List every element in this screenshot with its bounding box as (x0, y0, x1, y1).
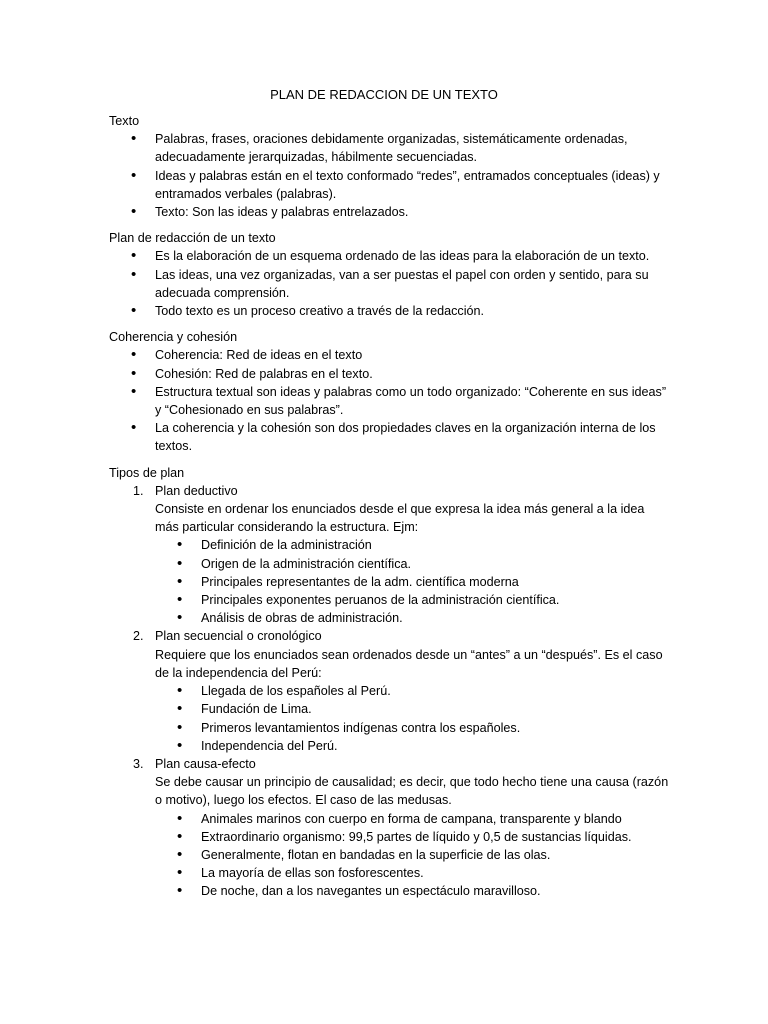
bullet-list (155, 536, 669, 627)
item-number: 3. (133, 756, 144, 771)
bullet-item: • Extraordinario organismo: 99,5 partes de líquido y 0,5 de sustancias líquidas. (155, 828, 669, 846)
bullet-item: • Palabras, frases, oraciones debidamente organizadas, sistemáticamente ordenadas, adecuadamente jerarquizadas, hábilmente secuenciadas. (109, 130, 669, 166)
bullet-list (155, 682, 669, 755)
bullet-item: • Análisis de obras de administración. (155, 609, 669, 627)
bullet-item: • Primeros levantamientos indígenas contra los españoles. (155, 719, 669, 737)
document-body (109, 112, 669, 909)
plan-description: Se debe causar un principio de causalidad; es decir, que todo hecho tiene una causa (razón o motivo), luego los efectos. El caso de las medusas. (155, 775, 669, 808)
section-plan-redaccion (109, 229, 669, 320)
section-heading: Coherencia y cohesión (109, 330, 238, 345)
bullet-item: • Cohesión: Red de palabras en el texto. (109, 365, 669, 383)
bullet-item: • Principales exponentes peruanos de la administración científica. (155, 591, 669, 609)
numbered-list (109, 482, 669, 901)
section-heading: Plan de redacción de un texto (109, 231, 276, 246)
bullet-item: • Texto: Son las ideas y palabras entrelazados. (109, 203, 669, 221)
bullet-item: • Estructura textual son ideas y palabras como un todo organizado: “Coherente en sus ideas” y “Cohesionado en sus palabras”. (109, 383, 669, 419)
bullet-item: • Ideas y palabras están en el texto conformado “redes”, entramados conceptuales (ideas) y entramados verbales (palabras). (109, 167, 669, 203)
bullet-item: • Definición de la administración (155, 536, 669, 554)
plan-item-secuencial (109, 627, 669, 754)
bullet-list (109, 247, 669, 320)
bullet-item: • Las ideas, una vez organizadas, van a ser puestas el papel con orden y sentido, para su adecuada comprensión. (109, 266, 669, 302)
section-heading: Tipos de plan (109, 465, 185, 480)
section-heading: Texto (109, 114, 140, 128)
bullet-item: • Es la elaboración de un esquema ordenado de las ideas para la elaboración de un texto. (109, 247, 669, 265)
plan-name: Plan secuencial o cronológico (155, 629, 322, 644)
bullet-item: • Todo texto es un proceso creativo a través de la redacción. (109, 302, 669, 320)
bullet-item: • Animales marinos con cuerpo en forma de campana, transparente y blando (155, 810, 669, 828)
section-texto (109, 112, 669, 221)
bullet-item: • Origen de la administración científica. (155, 555, 669, 573)
bullet-item: • Independencia del Perú. (155, 737, 669, 755)
plan-name: Plan deductivo (155, 483, 238, 498)
bullet-item: • Fundación de Lima. (155, 700, 669, 718)
bullet-list (109, 346, 669, 455)
plan-name: Plan causa-efecto (155, 756, 256, 771)
section-tipos-plan (109, 464, 669, 901)
bullet-item: • Principales representantes de la adm. científica moderna (155, 573, 669, 591)
bullet-item: • La coherencia y la cohesión son dos propiedades claves en la organización interna de los textos. (109, 419, 669, 455)
item-number: 2. (133, 629, 144, 644)
plan-description: Consiste en ordenar los enunciados desde el que expresa la idea más general a la idea más particular considerando la estructura. Ejm: (155, 502, 645, 535)
plan-description: Requiere que los enunciados sean ordenados desde un “antes” a un “después”. Es el caso de la independencia del Perú: (155, 647, 663, 680)
item-number: 1. (133, 483, 144, 498)
plan-item-causa-efecto (109, 755, 669, 901)
bullet-item: • La mayoría de ellas son fosforescentes. (155, 864, 669, 882)
bullet-item: • De noche, dan a los navegantes un espectáculo maravilloso. (155, 882, 669, 900)
bullet-item: • Coherencia: Red de ideas en el texto (109, 346, 669, 364)
bullet-item: • Llegada de los españoles al Perú. (155, 682, 669, 700)
plan-item-deductivo (109, 482, 669, 628)
bullet-item: • Generalmente, flotan en bandadas en la superficie de las olas. (155, 846, 669, 864)
document-title: PLAN DE REDACCION DE UN TEXTO (270, 87, 498, 102)
bullet-list (109, 130, 669, 221)
bullet-list (155, 810, 669, 901)
section-coherencia (109, 328, 669, 455)
